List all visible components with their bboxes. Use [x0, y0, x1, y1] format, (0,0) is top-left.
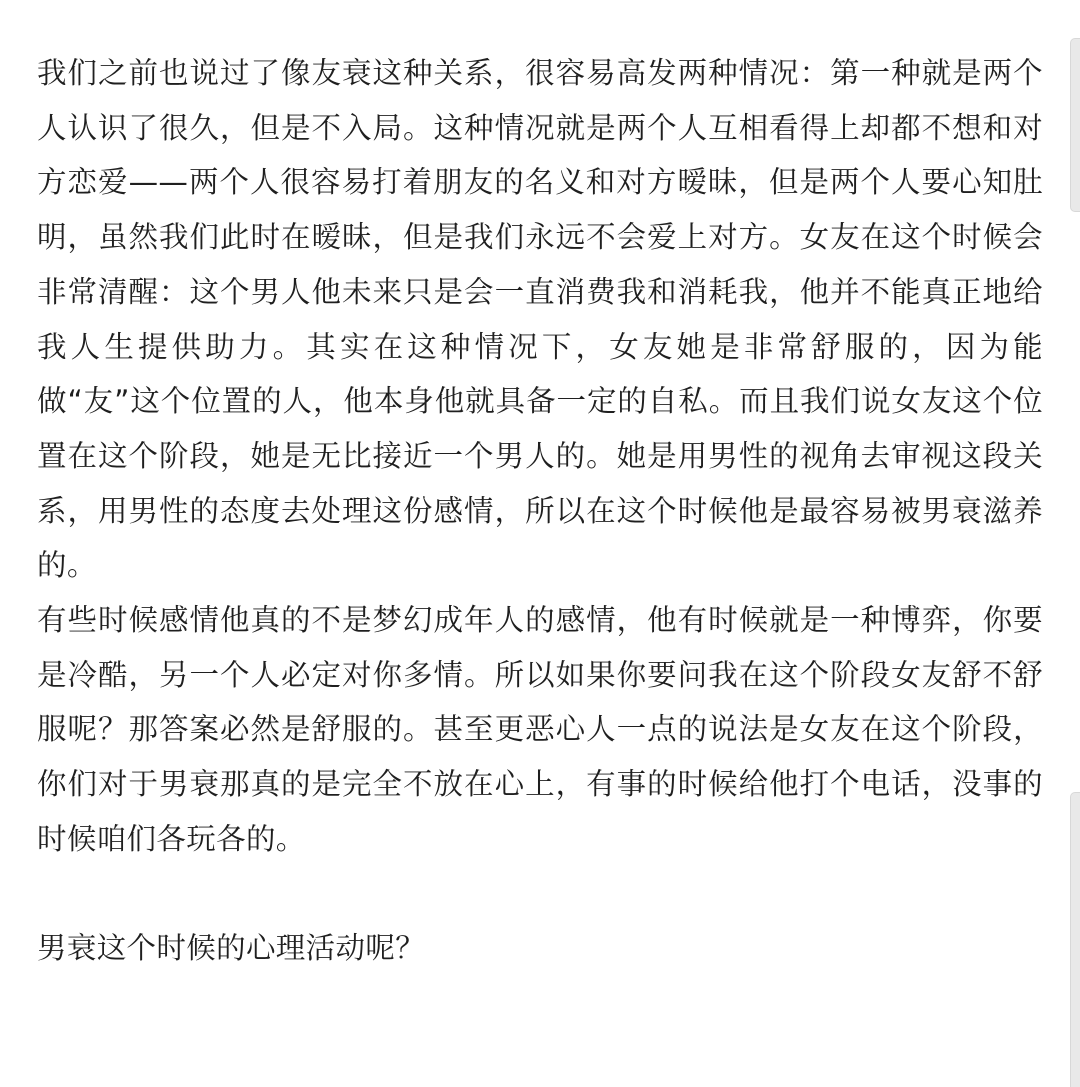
scrollbar-thumb-top[interactable]	[1070, 38, 1080, 212]
scrollbar[interactable]	[1070, 0, 1080, 1086]
paragraph-spacer	[37, 867, 1043, 921]
scrollbar-thumb-bottom[interactable]	[1070, 792, 1080, 1087]
paragraph-3: 男衰这个时候的心理活动呢？	[37, 930, 426, 965]
article-body	[37, 46, 1043, 975]
paragraph-2: 有些时候感情他真的不是梦幻成年人的感情，他有时候就是一种博弈，你要是冷酷，另一个人必定对你多情。所以如果你要问我在这个阶段女友舒不舒服呢？那答案必然是舒服的。甚至更恶心人一点的说法是女友在这个阶段，你们对于男衰那真的是完全不放在心上，有事的时候给他打个电话，没事的时候咱们各玩各的。	[37, 603, 1043, 856]
paragraph-1: 我们之前也说过了像友衰这种关系，很容易高发两种情况：第一种就是两个人认识了很久，但是不入局。这种情况就是两个人互相看得上却都不想和对方恋爱——两个人很容易打着朋友的名义和对方暧昧，但是两个人要心知肚明，虽然我们此时在暧昧，但是我们永远不会爱上对方。女友在这个时候会非常清醒：这个男人他未来只是会一直消费我和消耗我，他并不能真正地给我人生提供助力。其实在这种情况下，女友她是非常舒服的，因为能做“友”这个位置的人，他本身他就具备一定的自私。而且我们说女友这个位置在这个阶段，她是无比接近一个男人的。她是用男性的视角去审视这段关系，用男性的态度去处理这份感情，所以在这个时候他是最容易被男衰滋养的。	[37, 56, 1043, 583]
